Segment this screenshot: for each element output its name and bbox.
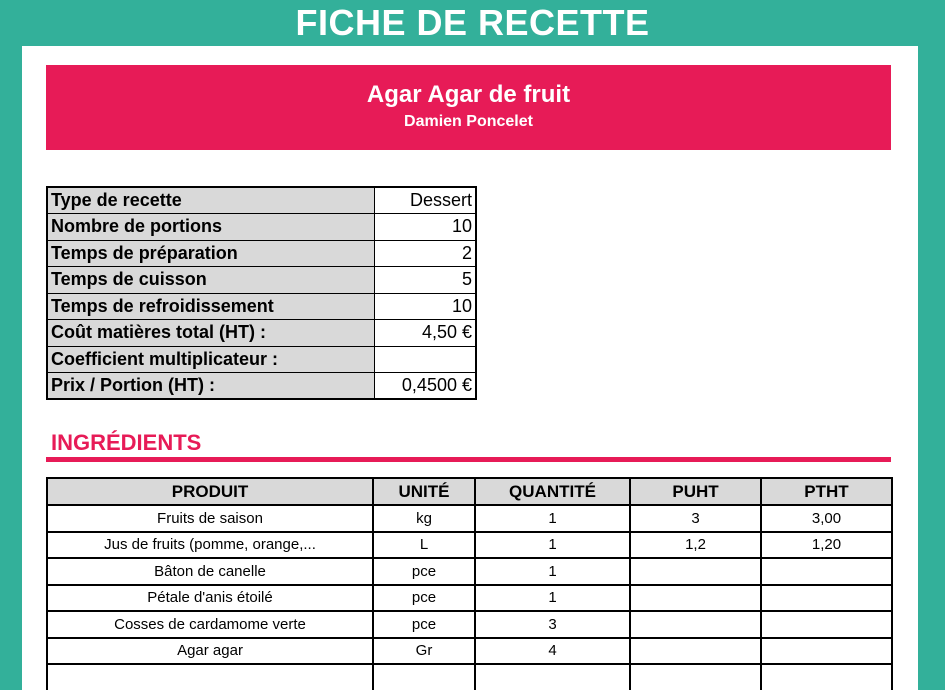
recipe-author[interactable]: Damien Poncelet	[404, 113, 533, 130]
cell-quantite[interactable]: 1	[475, 585, 630, 612]
info-value[interactable]	[374, 346, 476, 373]
cell-unite[interactable]: L	[373, 532, 475, 559]
info-label[interactable]: Type de recette	[47, 187, 374, 214]
ingredients-header-row	[47, 478, 892, 505]
info-label[interactable]: Coût matières total (HT) :	[47, 320, 374, 347]
cell-produit[interactable]: Jus de fruits (pomme, orange,...	[47, 532, 373, 559]
cell-puht[interactable]	[630, 664, 761, 690]
table-row	[47, 638, 892, 665]
cell-puht[interactable]	[630, 638, 761, 665]
cell-ptht[interactable]: 3,00	[761, 505, 892, 532]
recipe-sheet	[22, 46, 918, 690]
info-label[interactable]: Temps de refroidissement	[47, 293, 374, 320]
cell-unite[interactable]: Gr	[373, 638, 475, 665]
ingredients-section-title: INGRÉDIENTS	[51, 430, 202, 455]
cell-unite[interactable]: pce	[373, 611, 475, 638]
cell-ptht[interactable]	[761, 558, 892, 585]
cell-produit[interactable]: Agar agar	[47, 638, 373, 665]
info-label[interactable]: Coefficient multiplicateur :	[47, 346, 374, 373]
cell-ptht[interactable]	[761, 638, 892, 665]
cell-unite[interactable]	[373, 664, 475, 690]
info-value[interactable]: 2	[374, 240, 476, 267]
cell-ptht[interactable]	[761, 611, 892, 638]
info-row	[47, 346, 476, 373]
table-row	[47, 532, 892, 559]
cell-ptht[interactable]: 1,20	[761, 532, 892, 559]
info-value[interactable]: 0,4500 €	[374, 373, 476, 400]
header-unite[interactable]: UNITÉ	[373, 478, 475, 505]
header-ptht[interactable]: PTHT	[761, 478, 892, 505]
cell-puht[interactable]	[630, 558, 761, 585]
ingredients-divider	[46, 457, 891, 462]
table-row	[47, 611, 892, 638]
cell-quantite[interactable]: 1	[475, 505, 630, 532]
cell-quantite[interactable]: 1	[475, 558, 630, 585]
ingredients-table	[46, 477, 893, 690]
cell-quantite[interactable]: 4	[475, 638, 630, 665]
info-value[interactable]: 5	[374, 267, 476, 294]
info-row	[47, 240, 476, 267]
cell-puht[interactable]: 3	[630, 505, 761, 532]
header-puht[interactable]: PUHT	[630, 478, 761, 505]
cell-unite[interactable]: pce	[373, 558, 475, 585]
info-row	[47, 373, 476, 400]
cell-quantite[interactable]: 1	[475, 532, 630, 559]
info-row	[47, 293, 476, 320]
info-row	[47, 320, 476, 347]
cell-produit[interactable]	[47, 664, 373, 690]
cell-produit[interactable]: Bâton de canelle	[47, 558, 373, 585]
info-value[interactable]: 10	[374, 293, 476, 320]
cell-puht[interactable]	[630, 611, 761, 638]
header-quantite[interactable]: QUANTITÉ	[475, 478, 630, 505]
info-label[interactable]: Temps de cuisson	[47, 267, 374, 294]
table-row	[47, 585, 892, 612]
cell-produit[interactable]: Fruits de saison	[47, 505, 373, 532]
info-row	[47, 267, 476, 294]
cell-unite[interactable]: pce	[373, 585, 475, 612]
cell-produit[interactable]: Cosses de cardamome verte	[47, 611, 373, 638]
page-title: FICHE DE RECETTE	[295, 2, 650, 43]
table-row	[47, 664, 892, 690]
table-row	[47, 558, 892, 585]
info-label[interactable]: Nombre de portions	[47, 214, 374, 241]
info-row	[47, 214, 476, 241]
recipe-info-table	[46, 186, 477, 400]
recipe-title[interactable]: Agar Agar de fruit	[366, 81, 571, 108]
info-value[interactable]: Dessert	[374, 187, 476, 214]
info-value[interactable]: 4,50 €	[374, 320, 476, 347]
table-row	[47, 505, 892, 532]
info-label[interactable]: Prix / Portion (HT) :	[47, 373, 374, 400]
cell-quantite[interactable]: 3	[475, 611, 630, 638]
cell-ptht[interactable]	[761, 664, 892, 690]
cell-puht[interactable]	[630, 585, 761, 612]
info-label[interactable]: Temps de préparation	[47, 240, 374, 267]
cell-ptht[interactable]	[761, 585, 892, 612]
info-value[interactable]: 10	[374, 214, 476, 241]
cell-puht[interactable]: 1,2	[630, 532, 761, 559]
info-row	[47, 187, 476, 214]
recipe-banner	[46, 65, 891, 150]
cell-unite[interactable]: kg	[373, 505, 475, 532]
cell-produit[interactable]: Pétale d'anis étoilé	[47, 585, 373, 612]
cell-quantite[interactable]	[475, 664, 630, 690]
header-produit[interactable]: PRODUIT	[47, 478, 373, 505]
